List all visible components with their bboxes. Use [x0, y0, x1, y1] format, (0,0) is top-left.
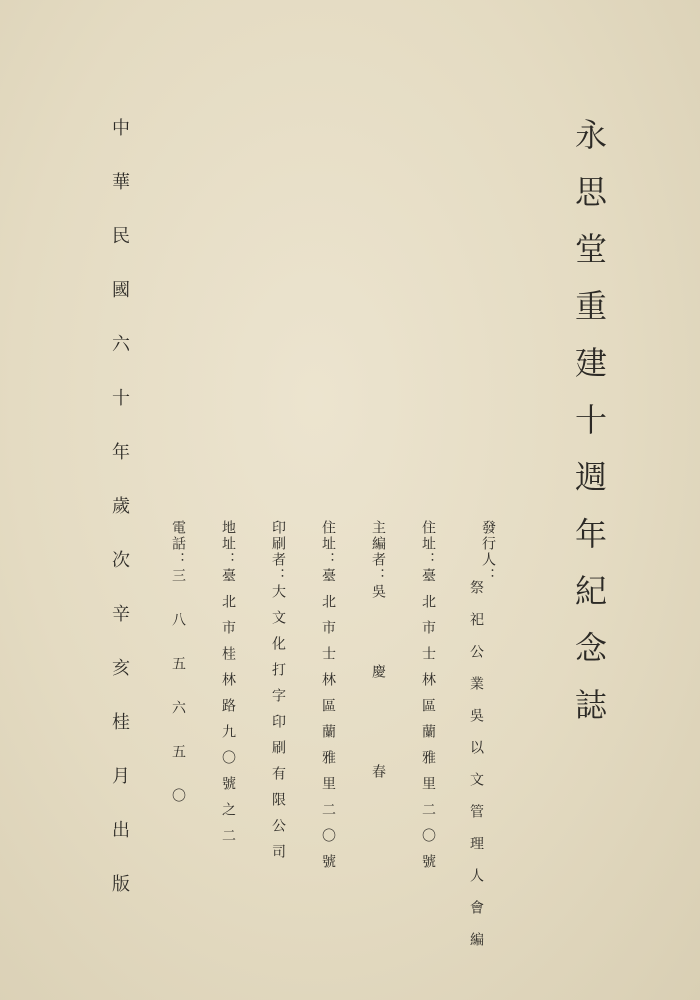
publisher-org: 祭祀公業吳以文管理人會編 — [468, 580, 484, 964]
phone-number: 三八五六五〇 — [170, 568, 186, 832]
editor-address-line — [318, 520, 338, 880]
publication-date: 中華民國六十年歲次辛亥桂月出版 — [109, 118, 130, 928]
publisher-address-line — [418, 520, 438, 880]
editor-address-label: 住址： — [320, 520, 336, 568]
printer-address-label: 地址： — [220, 520, 236, 568]
editor-address: 臺北市士林區蘭雅里二〇號 — [320, 568, 336, 880]
printer-label: 印刷者： — [270, 520, 286, 584]
publisher-address-label: 住址： — [420, 520, 436, 568]
editor-label: 主編者： — [370, 520, 386, 584]
editor-name: 吳 慶 春 — [370, 584, 386, 784]
phone-label: 電話： — [170, 520, 186, 568]
printer-line — [268, 520, 288, 870]
book-title: 永思堂重建十週年紀念誌 — [570, 118, 608, 745]
printer-address-line — [218, 520, 238, 854]
phone-line — [168, 520, 188, 832]
publisher-address: 臺北市士林區蘭雅里二〇號 — [420, 568, 436, 880]
printer-address: 臺北市桂林路九〇號之二 — [220, 568, 236, 854]
printer-name: 大文化打字印刷有限公司 — [270, 584, 286, 870]
publisher-label: 發行人： — [480, 520, 496, 584]
editor-line — [368, 520, 388, 784]
